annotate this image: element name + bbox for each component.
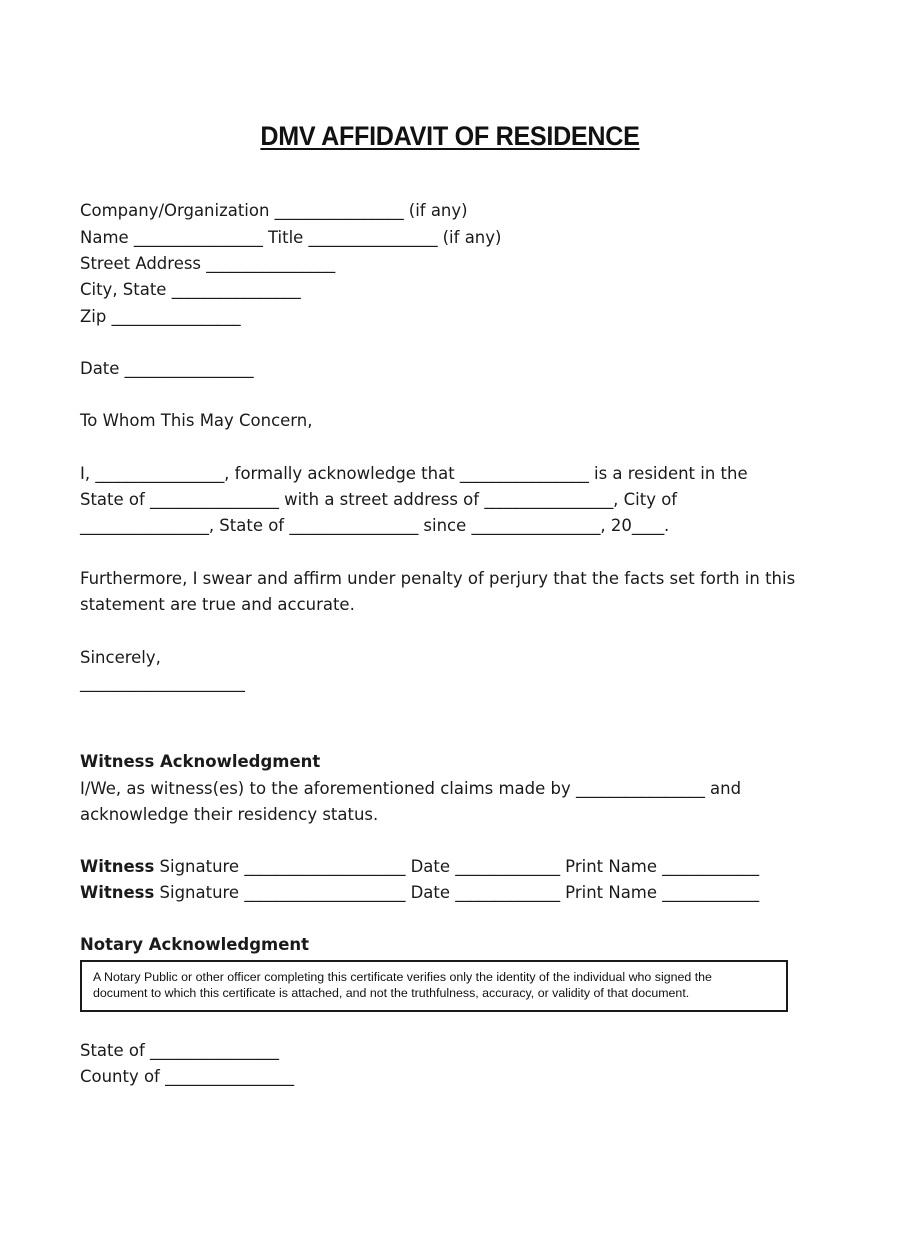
notary-county-label: County of [80, 1067, 160, 1087]
body-l1-b: , formally acknowledge that [224, 464, 455, 484]
notary-disclaimer-box [80, 960, 788, 1012]
since-blank[interactable]: ________________ [471, 516, 601, 536]
name-label: Name [80, 228, 129, 248]
print-name-label: Print Name [565, 857, 658, 877]
body-l1-a: I, [80, 464, 91, 484]
document-title: DMV AFFIDAVIT OF RESIDENCE [260, 121, 640, 151]
notary-disclaimer-text: A Notary Public or other officer completing this certificate verifies only the identity of the individual who signed the document to which this certificate is attached, and not the truthfulness, accuracy, or validity of that document. [93, 970, 712, 1000]
company-label: Company/Organization [80, 201, 270, 221]
street-address-blank[interactable]: ________________ [484, 490, 614, 510]
witness-signature-row-2 [80, 883, 759, 903]
notary-county-line [80, 1067, 294, 1087]
witness-1-print-blank[interactable]: ____________ [662, 857, 759, 877]
zip-blank[interactable]: ________________ [111, 307, 241, 327]
city-state-blank[interactable]: ________________ [171, 280, 301, 300]
company-if-any: (if any) [408, 201, 468, 221]
date-label: Date [410, 857, 451, 877]
body-l3-c: , 20 [600, 516, 632, 536]
date-blank[interactable]: ________________ [124, 359, 254, 379]
body-p2-line-2: statement are true and accurate. [80, 595, 355, 615]
witness-signature-row-1 [80, 857, 759, 877]
signature-label: Signature [159, 883, 240, 903]
notary-heading: Notary Acknowledgment [80, 935, 310, 955]
body-l3-d: . [664, 516, 670, 536]
witness-2-signature-blank[interactable]: ____________________ [244, 883, 406, 903]
notary-state-label: State of [80, 1041, 145, 1061]
zip-line [80, 307, 240, 327]
witness-1-signature-blank[interactable]: ____________________ [244, 857, 406, 877]
witness-1-date-blank[interactable]: _____________ [455, 857, 560, 877]
signature-line[interactable]: ____________________ [80, 673, 245, 693]
city-state-label: City, State [80, 280, 167, 300]
witness-line-1 [80, 779, 741, 799]
notary-state-blank[interactable]: ________________ [150, 1041, 279, 1061]
body-line-2 [80, 490, 677, 510]
city-blank[interactable]: ________________ [80, 516, 209, 536]
title-blank[interactable]: ________________ [308, 228, 438, 248]
witness-l1-a: I/We, as witness(es) to the aforementioned claims made by [80, 779, 571, 799]
date-label: Date [80, 359, 120, 379]
salutation: To Whom This May Concern, [80, 411, 313, 431]
title-label: Title [267, 228, 304, 248]
street-blank[interactable]: ________________ [206, 254, 336, 274]
body-l3-b: since [423, 516, 467, 536]
signature-label: Signature [159, 857, 240, 877]
name-line [80, 228, 501, 248]
street-line [80, 254, 335, 274]
body-l2-b: with a street address of [284, 490, 480, 510]
witness-2-date-blank[interactable]: _____________ [455, 883, 560, 903]
body-line-3 [80, 516, 669, 536]
witness-2-print-blank[interactable]: ____________ [662, 883, 759, 903]
witness-heading: Witness Acknowledgment [80, 752, 321, 772]
witness-l1-b: and [710, 779, 742, 799]
state-blank[interactable]: ________________ [150, 490, 279, 510]
company-blank[interactable]: ________________ [274, 201, 404, 221]
witness-bold-label: Witness [80, 857, 155, 877]
witness-bold-label: Witness [80, 883, 155, 903]
body-l2-c: , City of [613, 490, 678, 510]
year-blank[interactable]: ____ [631, 516, 665, 536]
resident-name-blank[interactable]: ________________ [459, 464, 589, 484]
title-if-any: (if any) [442, 228, 502, 248]
company-line [80, 201, 468, 221]
state-2-blank[interactable]: ________________ [289, 516, 419, 536]
body-line-1 [80, 464, 748, 484]
closing: Sincerely, [80, 648, 161, 668]
notary-county-blank[interactable]: ________________ [165, 1067, 294, 1087]
body-l3-a: , State of [208, 516, 285, 536]
zip-label: Zip [80, 307, 107, 327]
date-line [80, 359, 253, 379]
affiant-name-blank[interactable]: ________________ [95, 464, 225, 484]
body-p2-line-1: Furthermore, I swear and affirm under penalty of perjury that the facts set forth in this [80, 569, 796, 589]
city-state-line [80, 280, 301, 300]
print-name-label: Print Name [565, 883, 658, 903]
body-l1-c: is a resident in the [593, 464, 748, 484]
witness-line-2: acknowledge their residency status. [80, 805, 379, 825]
notary-state-line [80, 1041, 279, 1061]
street-label: Street Address [80, 254, 202, 274]
claimant-blank[interactable]: ________________ [575, 779, 705, 799]
date-label: Date [410, 883, 451, 903]
body-l2-a: State of [80, 490, 145, 510]
name-blank[interactable]: ________________ [133, 228, 263, 248]
